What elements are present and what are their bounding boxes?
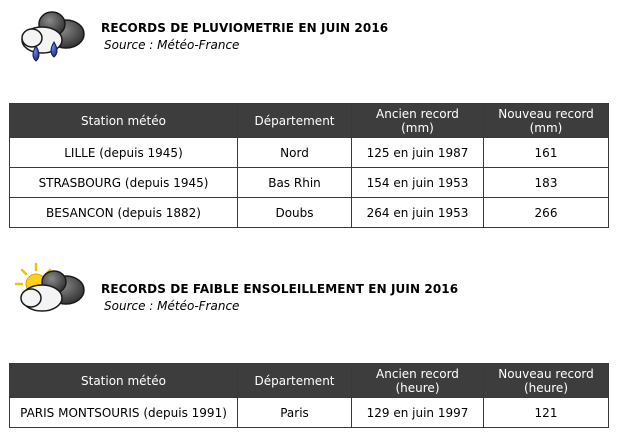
sunshine-records-table xyxy=(9,363,609,428)
header-departement: Département xyxy=(238,104,352,138)
table-row xyxy=(10,138,609,168)
sunshine-section-title: RECORDS DE FAIBLE ENSOLEILLEMENT EN JUIN 2016 xyxy=(101,282,459,296)
rain-section-header xyxy=(0,8,617,68)
cell-ancien-record: 125 en juin 1987 xyxy=(352,138,484,168)
table-row xyxy=(10,198,609,228)
header-station: Station météo xyxy=(10,364,238,398)
cell-departement: Nord xyxy=(238,138,352,168)
cell-station: STRASBOURG (depuis 1945) xyxy=(10,168,238,198)
header-station: Station météo xyxy=(10,104,238,138)
header-nouveau-record: Nouveau record (heure) xyxy=(484,364,609,398)
cell-nouveau-record: 121 xyxy=(484,398,609,428)
cell-ancien-record: 154 en juin 1953 xyxy=(352,168,484,198)
table-header-row xyxy=(10,104,609,138)
rain-cloud-icon xyxy=(14,8,92,68)
cell-departement: Bas Rhin xyxy=(238,168,352,198)
sunshine-section-source: Source : Météo-France xyxy=(104,299,240,313)
rain-records-table xyxy=(9,103,609,228)
sun-behind-cloud-icon xyxy=(14,262,92,322)
cell-ancien-record: 264 en juin 1953 xyxy=(352,198,484,228)
header-ancien-record: Ancien record (mm) xyxy=(352,104,484,138)
cell-nouveau-record: 183 xyxy=(484,168,609,198)
header-nouveau-record: Nouveau record (mm) xyxy=(484,104,609,138)
table-row xyxy=(10,168,609,198)
cell-station: LILLE (depuis 1945) xyxy=(10,138,238,168)
cell-station: PARIS MONTSOURIS (depuis 1991) xyxy=(10,398,238,428)
cell-nouveau-record: 161 xyxy=(484,138,609,168)
table-header-row xyxy=(10,364,609,398)
rain-section-source: Source : Météo-France xyxy=(104,38,240,52)
table-row xyxy=(10,398,609,428)
rain-section-title: RECORDS DE PLUVIOMETRIE EN JUIN 2016 xyxy=(101,21,389,35)
sunshine-section-header xyxy=(0,262,617,322)
cell-nouveau-record: 266 xyxy=(484,198,609,228)
header-departement: Département xyxy=(238,364,352,398)
header-ancien-record: Ancien record (heure) xyxy=(352,364,484,398)
cell-station: BESANCON (depuis 1882) xyxy=(10,198,238,228)
cell-ancien-record: 129 en juin 1997 xyxy=(352,398,484,428)
cell-departement: Doubs xyxy=(238,198,352,228)
cell-departement: Paris xyxy=(238,398,352,428)
